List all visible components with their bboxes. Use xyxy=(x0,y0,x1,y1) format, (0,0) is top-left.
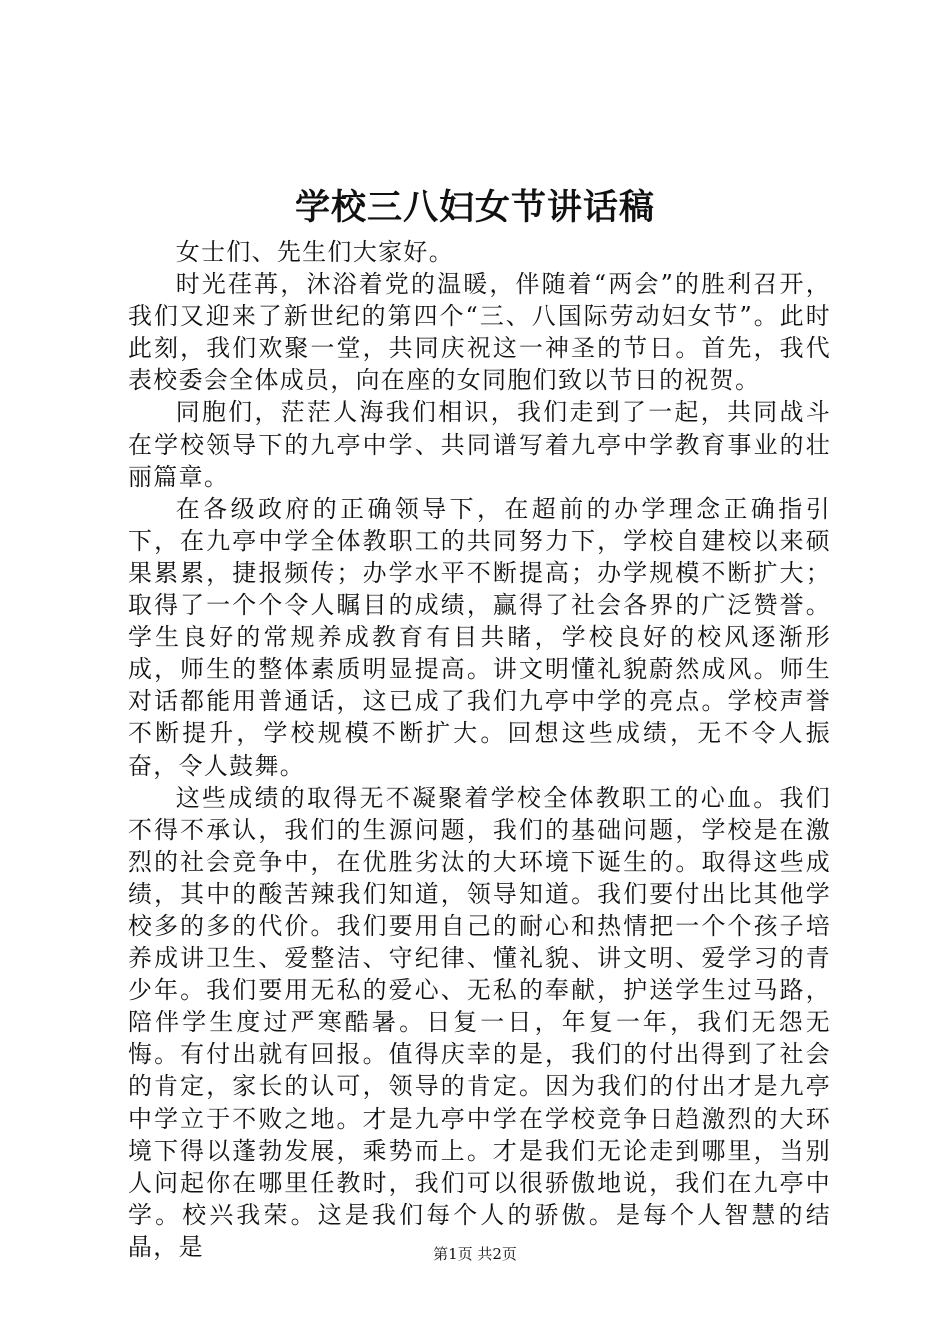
paragraph-greeting: 女士们、先生们大家好。 xyxy=(175,238,454,266)
paragraph-colleagues: 同胞们，茫茫人海我们相识，我们走到了一起，共同战斗在学校领导下的九亭中学、共同谱写着九亭中学教育事业的壮丽篇章。 xyxy=(128,398,831,491)
document-title: 学校三八妇女节讲话稿 xyxy=(294,187,655,228)
paragraph-achievements: 在各级政府的正确领导下，在超前的办学理念正确指引下，在九亭中学全体教职工的共同努力下，学校自建校以来硕果累累，捷报频传；办学水平不断提高；办学规模不断扩大；取得了一个个令人瞩目的成绩，赢得了社会各界的广泛赞誉。学生良好的常规养成教育有目共睹，学校良好的校风逐渐形成，师生的整体素质明显提高。讲文明懂礼貌蔚然成风。师生对话都能用普通话，这已成了我们九亭中学的亮点。学校声誉不断提升，学校规模不断扩大。回想这些成绩，无不令人振奋，令人鼓舞。 xyxy=(128,494,831,780)
document-body xyxy=(128,236,831,1263)
paragraph-opening: 时光荏苒，沐浴着党的温暖，伴随着“两会”的胜利召开，我们又迎来了新世纪的第四个“三、八国际劳动妇女节”。此时此刻，我们欢聚一堂，共同庆祝这一神圣的节日。首先，我代表校委会全体成员，向在座的女同胞们致以节日的祝贺。 xyxy=(128,270,831,395)
page-number: 第1页 共2页 xyxy=(433,1245,517,1263)
paragraph-dedication: 这些成绩的取得无不凝聚着学校全体教职工的心血。我们不得不承认，我们的生源问题，我们的基础问题，学校是在激烈的社会竞争中，在优胜劣汰的大环境下诞生的。取得这些成绩，其中的酸苦辣我们知道，领导知道。我们要付出比其他学校多的多的代价。我们要用自己的耐心和热情把一个个孩子培养成讲卫生、爱整洁、守纪律、懂礼貌、讲文明、爱学习的青少年。我们要用无私的爱心、无私的奉献，护送学生过马路，陪伴学生度过严寒酷暑。日复一日，年复一年，我们无怨无悔。有付出就有回报。值得庆幸的是，我们的付出得到了社会的肯定，家长的认可，领导的肯定。因为我们的付出才是九亭中学立于不败之地。才是九亭中学在学校竞争日趋激烈的大环境下得以蓬勃发展，乘势而上。才是我们无论走到哪里，当别人问起你在哪里任教时，我们可以很骄傲地说，我们在九亭中学。校兴我荣。这是我们每个人的骄傲。是每个人智慧的结晶，是 xyxy=(128,783,831,1261)
